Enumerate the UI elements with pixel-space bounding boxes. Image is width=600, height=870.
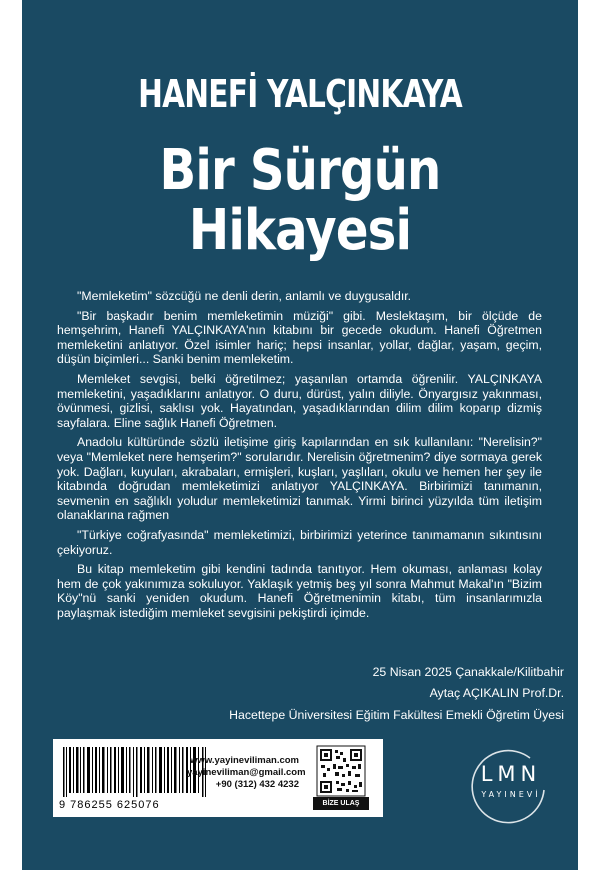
book-title-line2: Hikayesi [188,198,412,263]
signature-affiliation: Hacettepe Üniversitesi Eğitim Fakültesi Emekli Öğretim Üyesi [229,708,564,722]
blurb-paragraph: "Türkiye coğrafyasında" memleketimizi, birbirimizi yeterince tanımamanın sıkıntısını çekiyoruz. [57,527,542,557]
isbn-digits: 9 786255 625076 [59,799,160,811]
publisher-logo-subtext: YAYINEVİ [481,790,541,799]
blurb-paragraph: Memleket sevgisi, belki öğretilmez; yaşanılan ortamda öğrenilir. YALÇINKAYA memleketini, yaşadıklarını anlatıyor. O duru, dürüst, yalın diliyle. Önyargısız yakınması, övünmesi, gizlisi, saklısı yok. Hayatından, yaşadıklarından dilim dilim koparıp dizmiş sayfalara. Eline sağlık Hanefi Öğretmen. [57,371,542,430]
publisher-website[interactable]: www.yayineviliman.com [190,755,299,766]
blurb-paragraph: Anadolu kültüründe sözlü iletişime giriş kapılarından en sık kullanılanı: "Nerelisin?" veya "Memleket nere hemşerim?" sorularıdır. Nerelisin öğretmenim? diye sormaya gerek yok. Dağları, kuyuları, akrabaları, ermişleri, kuşları, yaşlıları, okulu ve hemen her şey ile kitabında doğrudan memleketimizi anlatıyor YALÇINKAYA. Birbirimizi tanımanın, sevmenin en sağlıklı yoludur memleketimizi tanımak. Yirmi birinci yüzyılda tüm iletişim olanaklarına rağmen [57,435,542,523]
blurb-paragraph: "Memleketim" sözcüğü ne denli derin, anlamlı ve duygusaldır. [77,289,412,303]
blurb-paragraph: Bu kitap memleketim gibi kendini tadında tanıtıyor. Hem okuması, anlaması kolay hem de çok yakınımıza sokuluyor. Yaklaşık yetmiş beş yıl sonra Mahmut Makal'ın "Bizim Köy"nü sanki yeniden okudum. Hanefi Öğretmenimin kitabı, tüm insanlarımızla paylaşmak istediğim memleket sevgisini pekiştirdi içimde. [57,562,542,620]
signature-date-place: 25 Nisan 2025 Çanakkale/Kilitbahir [372,665,564,679]
barcode-card [53,739,383,817]
signature-name: Aytaç AÇIKALIN Prof.Dr. [429,686,564,700]
qr-label: BİZE ULAŞ [313,797,369,810]
author-name: HANEFİ YALÇINKAYA [138,72,462,116]
blurb-paragraph: "Bir başkadır benim memleketimin müziği" gibi. Meslektaşım, bir ölçüde de hemşehrim, Hanefi YALÇINKAYA'nın kitabını bir gecede okudum. Hanefi Öğretmen memleketini anlatıyor. Özel isimler hariç; hepsi insanlar, yollar, dağlar, yaşam, geçim, düşün biçimleri... Sanki benim memleketim. [57,308,542,367]
publisher-logo-text: LMN [480,762,542,786]
book-title-line1: Bir Sürgün [159,138,441,203]
publisher-contacts [187,755,306,791]
publisher-phone: +90 (312) 432 4232 [215,779,299,790]
publisher-logo-ring-icon [468,744,552,828]
blurb-text [57,289,542,625]
publisher-email[interactable]: yayineviliman@gmail.com [187,767,306,778]
